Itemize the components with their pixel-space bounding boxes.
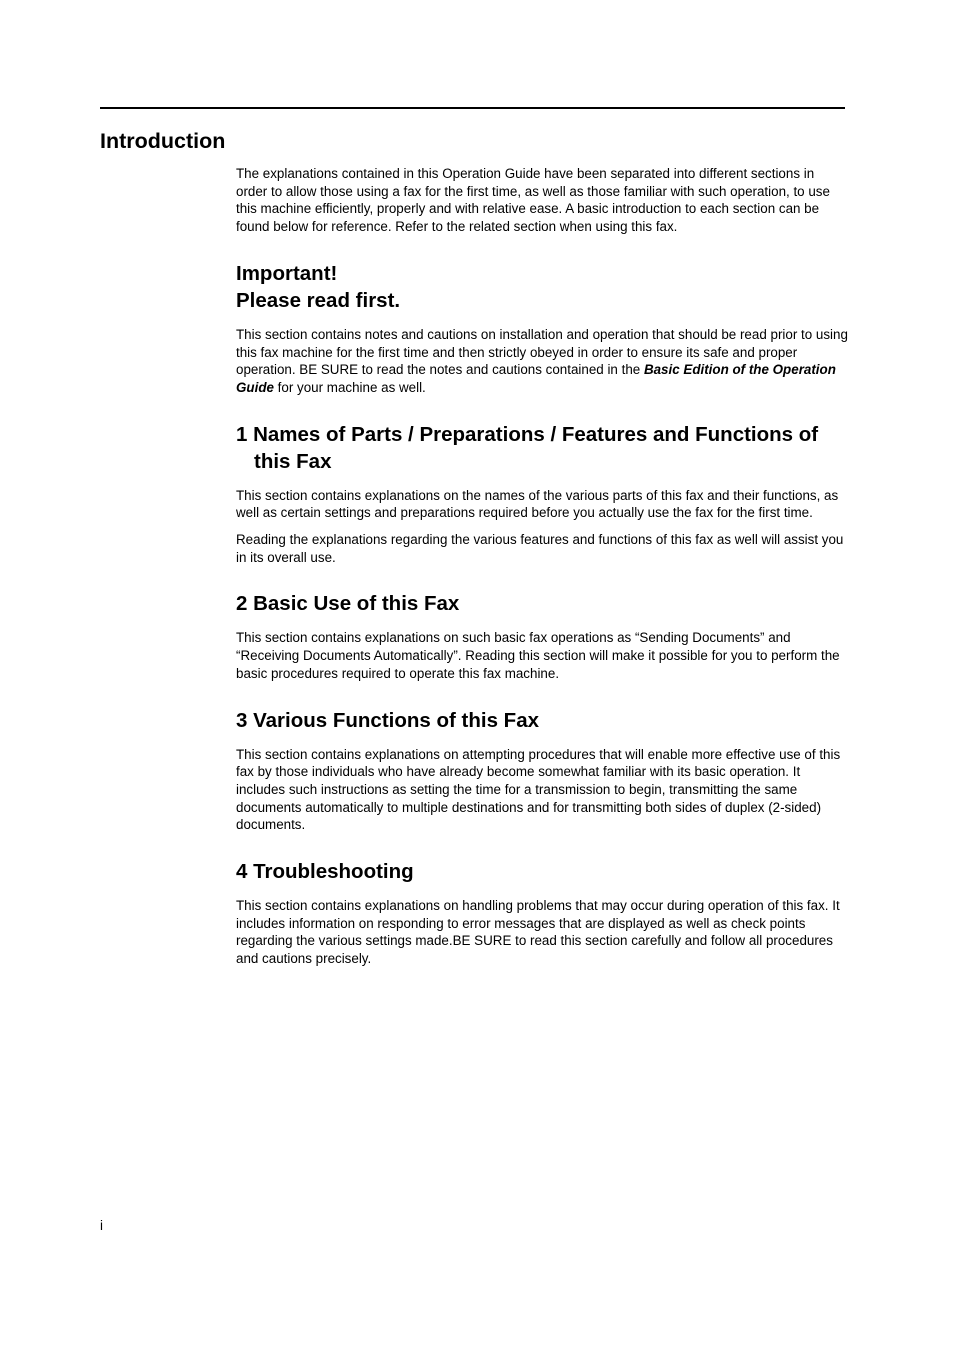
page-content (236, 165, 848, 968)
important-text-after: for your machine as well. (273, 379, 426, 395)
section-3-paragraph-1: This section contains explanations on attempting procedures that will enable more effective use of this fax by those individuals who have already become somewhat familiar with its basic operation. It includes such instructions as setting the time for a transmission to begin, transmitting the same documents automatically to multiple destinations and for transmitting both sides of duplex (2-sided) documents. (236, 746, 841, 833)
important-text-before: This section contains notes and cautions on installation and operation that should be read prior to using this fax machine for the first time and then strictly obeyed in order to ensure its safe and proper operation. BE SURE to read the notes and cautions contained in the (236, 326, 848, 378)
section-3 (236, 707, 848, 835)
page-title: Introduction (100, 129, 226, 153)
important-heading-line1: Important! (236, 261, 338, 285)
section-1 (236, 421, 848, 567)
section-4 (236, 858, 848, 968)
section-2-paragraph-1: This section contains explanations on such basic fax operations as “Sending Documents” and “Receiving Documents Automatically”. Reading this section will make it possible for you to perform the basic procedures required to operate this fax machine. (236, 630, 840, 681)
section-heading-important (236, 260, 848, 314)
section-1-paragraph-1: This section contains explanations on the names of the various parts of this fax and their functions, as well as certain settings and preparations required before you actually use the fax for the first time. (236, 487, 839, 521)
top-rule (100, 107, 845, 109)
page-number: i (100, 1218, 103, 1233)
section-heading-1: 1 Names of Parts / Preparations / Features and Functions of this Fax (236, 422, 819, 473)
section-1-paragraph-2: Reading the explanations regarding the various features and functions of this fax as well will assist you in its overall use. (236, 532, 844, 565)
section-heading-2: 2 Basic Use of this Fax (236, 592, 460, 616)
section-4-paragraph-1: This section contains explanations on handling problems that may occur during operation of this fax. It includes information on responding to error messages that are displayed as well as check points regarding the various settings made.BE SURE to read this section carefully and follow all procedures and cautions precisely. (236, 898, 840, 967)
intro-paragraph: The explanations contained in this Operation Guide have been separated into different sections in order to allow those using a fax for the first time, as well as those familiar with such operation, to use this machine efficiently, properly and with relative ease. A basic introduction to each section can be found below for reference. Refer to the related section when using this fax. (236, 166, 830, 235)
section-heading-4: 4 Troubleshooting (236, 860, 414, 884)
basic-edition-reference: Basic Edition of the Operation Guide (236, 362, 836, 395)
section-heading-3: 3 Various Functions of this Fax (236, 708, 539, 732)
section-important (236, 260, 848, 397)
section-2 (236, 590, 848, 682)
important-paragraph (236, 326, 848, 397)
important-heading-line2: Please read first. (236, 288, 401, 312)
